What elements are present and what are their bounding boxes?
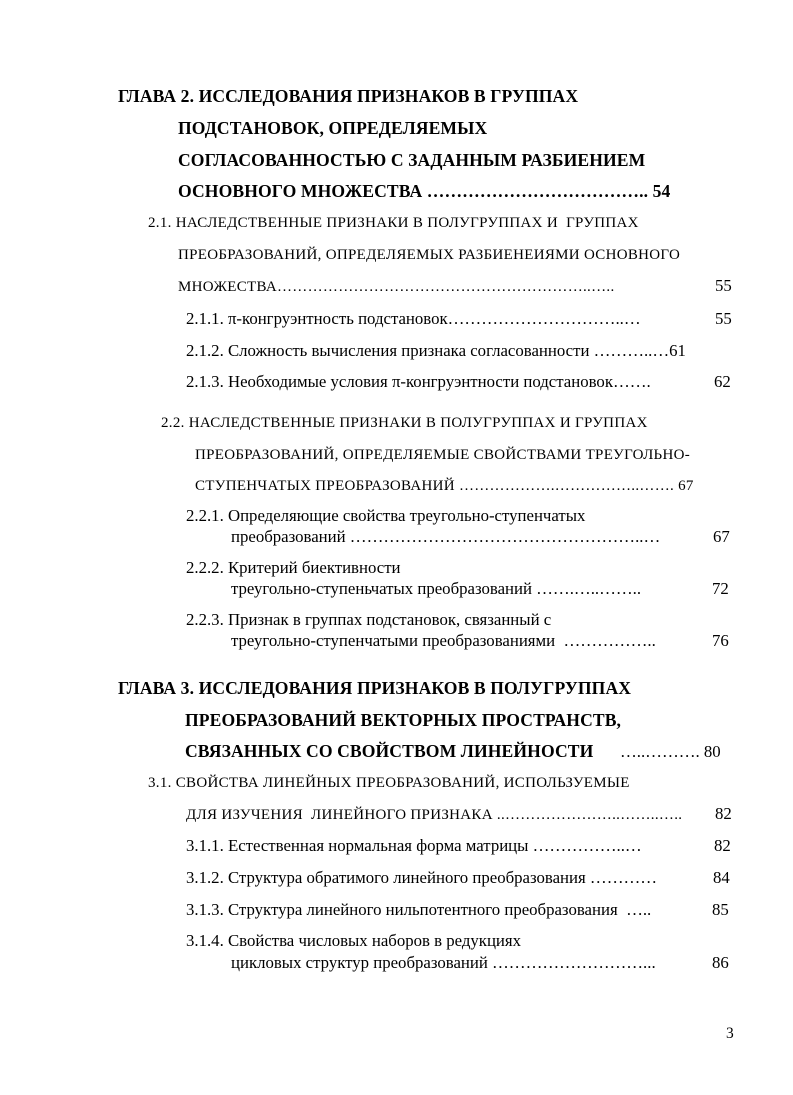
subsection-3-1-4-line-2: цикловых структур преобразований ………………………... — [231, 953, 656, 972]
subsection-3-1-2-page-number: 84 — [713, 868, 730, 887]
subsection-2-1-1-page-number: 55 — [715, 309, 732, 328]
section-2-2-line-3: СТУПЕНЧАТЫХ ПРЕОБРАЗОВАНИЙ ……………….……………..……. 67 — [195, 478, 694, 494]
chapter-2-title-line-1: ГЛАВА 2. ИССЛЕДОВАНИЯ ПРИЗНАКОВ В ГРУППАХ — [118, 86, 579, 106]
subsection-3-1-4-page-number: 86 — [712, 953, 729, 972]
section-2-1-line-3: МНОЖЕСТВА……………………………………………………..….. — [178, 279, 615, 295]
subsection-2-2-2-line-2: треугольно-ступеньчатых преобразований …….…..…….. — [231, 579, 642, 598]
chapter-3-title-line-3: СВЯЗАННЫХ СО СВОЙСТВОМ ЛИНЕЙНОСТИ — [185, 741, 594, 761]
subsection-2-2-1-line-2: преобразований ……………………………………………..… — [231, 527, 661, 546]
subsection-3-1-1-page-number: 82 — [714, 836, 731, 855]
section-3-1-line-1: 3.1. СВОЙСТВА ЛИНЕЙНЫХ ПРЕОБРАЗОВАНИЙ, ИСПОЛЬЗУЕМЫЕ — [148, 775, 630, 791]
subsection-2-2-1-line-1: 2.2.1. Определяющие свойства треугольно-ступенчатых — [186, 506, 586, 525]
section-3-1-line-2: ДЛЯ ИЗУЧЕНИЯ ЛИНЕЙНОГО ПРИЗНАКА ..…………………..……..….. — [186, 807, 683, 823]
subsection-3-1-1-title: 3.1.1. Естественная нормальная форма матрицы ……………..… — [186, 836, 642, 855]
chapter-3-page-leader: …..………. 80 — [620, 742, 721, 761]
subsection-2-2-3-line-1: 2.2.3. Признак в группах подстановок, связанный с — [186, 610, 552, 629]
chapter-3-title-line-1: ГЛАВА 3. ИССЛЕДОВАНИЯ ПРИЗНАКОВ В ПОЛУГРУППАХ — [118, 678, 632, 698]
chapter-3-title-line-2: ПРЕОБРАЗОВАНИЙ ВЕКТОРНЫХ ПРОСТРАНСТВ, — [185, 710, 622, 730]
section-2-1-page-number: 55 — [715, 276, 732, 295]
section-2-1-line-2: ПРЕОБРАЗОВАНИЙ, ОПРЕДЕЛЯЕМЫХ РАЗБИЕНЕИЯМИ ОСНОВНОГО — [178, 247, 681, 263]
subsection-3-1-3-page-number: 85 — [712, 900, 729, 919]
section-2-2-line-1: 2.2. НАСЛЕДСТВЕННЫЕ ПРИЗНАКИ В ПОЛУГРУППАХ И ГРУППАХ — [161, 415, 648, 431]
subsection-2-1-1-title: 2.1.1. π-конгруэнтность подстановок…………………………..… — [186, 309, 641, 328]
section-2-2-line-2: ПРЕОБРАЗОВАНИЙ, ОПРЕДЕЛЯЕМЫЕ СВОЙСТВАМИ ТРЕУГОЛЬНО- — [195, 447, 691, 463]
subsection-3-1-3-title: 3.1.3. Структура линейного нильпотентного преобразования ….. — [186, 900, 652, 919]
subsection-2-1-3-page-number: 62 — [714, 372, 731, 391]
chapter-2-title-line-2: ПОДСТАНОВОК, ОПРЕДЕЛЯЕМЫХ — [178, 118, 488, 138]
subsection-2-2-3-page-number: 76 — [712, 631, 729, 650]
subsection-2-2-2-page-number: 72 — [712, 579, 729, 598]
subsection-2-2-3-line-2: треугольно-ступенчатыми преобразованиями …………….. — [231, 631, 656, 650]
subsection-2-1-2-title: 2.1.2. Сложность вычисления признака согласованности ………..…61 — [186, 341, 686, 360]
chapter-2-title-line-4: ОСНОВНОГО МНОЖЕСТВА ……………………………….. 54 — [178, 181, 671, 201]
subsection-2-2-2-line-1: 2.2.2. Критерий биективности — [186, 558, 401, 577]
section-2-1-line-1: 2.1. НАСЛЕДСТВЕННЫЕ ПРИЗНАКИ В ПОЛУГРУППАХ И ГРУППАХ — [148, 215, 639, 231]
subsection-2-1-3-title: 2.1.3. Необходимые условия π-конгруэнтности подстановок……. — [186, 372, 655, 391]
chapter-2-title-line-3: СОГЛАСОВАННОСТЬЮ С ЗАДАННЫМ РАЗБИЕНИЕМ — [178, 150, 646, 170]
subsection-2-2-1-page-number: 67 — [713, 527, 730, 546]
subsection-3-1-2-title: 3.1.2. Структура обратимого линейного преобразования ………… — [186, 868, 658, 887]
section-3-1-page-number: 82 — [715, 804, 732, 823]
subsection-3-1-4-line-1: 3.1.4. Свойства числовых наборов в редукциях — [186, 931, 522, 950]
page-number: 3 — [726, 1025, 734, 1042]
